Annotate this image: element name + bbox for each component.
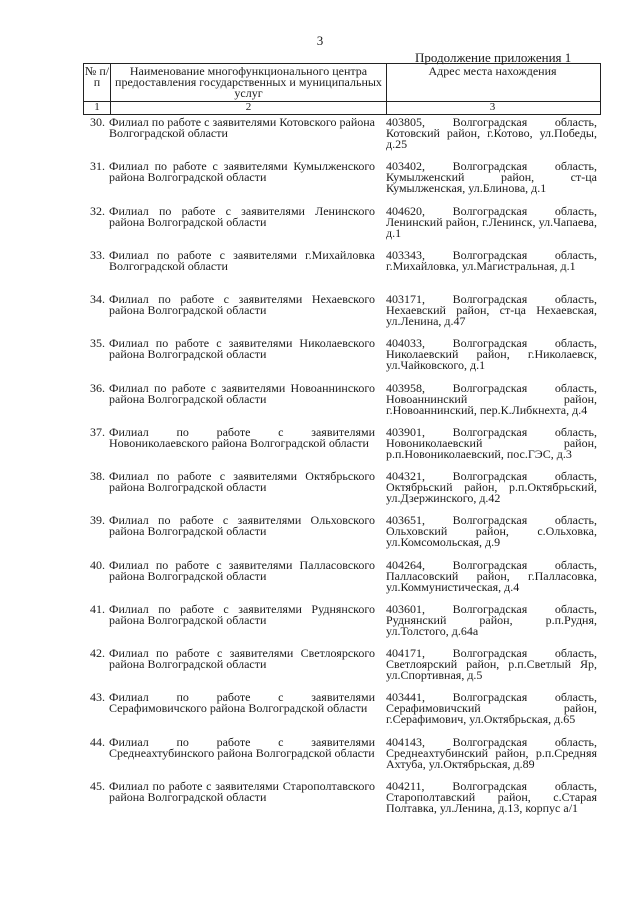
table-row — [83, 380, 599, 427]
row-number: 38. — [90, 469, 105, 483]
row-number: 30. — [90, 115, 105, 129]
row-address: 403402, Волгоградская область, Кумылженский район, ст-ца Кумылженская, ул.Блинова, д.1 — [386, 159, 597, 196]
row-address: 403901, Волгоградская область, Новониколаевский район, р.п.Новониколаевский, пос.ГЭС, д.3 — [386, 424, 597, 461]
row-number: 37. — [90, 424, 105, 439]
table-row — [83, 734, 599, 781]
table-row — [83, 515, 599, 559]
row-address: 403651, Волгоградская область, Ольховский район, с.Ольховка, ул.Комсомольская, д.9 — [386, 513, 597, 550]
row-center-name: Филиал по работе с заявителями Октябрьского района Волгоградской области — [109, 469, 375, 494]
header-row — [84, 64, 600, 102]
row-number: 40. — [90, 557, 105, 572]
table-body — [83, 117, 599, 825]
row-center-name: Филиал по работе с заявителями Кумылженского района Волгоградской области — [109, 159, 375, 185]
row-number: 33. — [90, 247, 105, 262]
table-row — [83, 117, 599, 161]
row-number: 43. — [90, 690, 105, 705]
row-number: 36. — [90, 380, 105, 395]
row-center-name: Филиал по работе с заявителями Котовского района Волгоградской области — [109, 115, 375, 140]
row-number: 34. — [90, 292, 105, 306]
row-number: 45. — [90, 778, 105, 793]
row-center-name: Филиал по работе с заявителями Новоаннинского района Волгоградской области — [109, 380, 375, 406]
table-row — [83, 247, 599, 294]
table-row — [83, 424, 599, 471]
table-row — [83, 692, 599, 736]
row-address: 404620, Волгоградская область, Ленинский район, г.Ленинск, ул.Чапаева, д.1 — [386, 203, 597, 240]
row-center-name: Филиал по работе с заявителями Светлоярского района Волгоградской области — [109, 646, 375, 671]
table-row — [83, 778, 599, 825]
row-address: 404321, Волгоградская область, Октябрьский район, р.п.Октябрьский, ул.Дзержинского, д.42 — [386, 469, 597, 505]
row-address: 403958, Волгоградская область, Новоаннинский район, г.Новоаннинский, пер.К.Либкнехта, д.4 — [386, 380, 597, 417]
row-center-name: Филиал по работе с заявителями Палласовского района Волгоградской области — [109, 557, 375, 583]
table-row — [83, 338, 599, 382]
header-number-row — [84, 102, 600, 115]
row-address: 404264, Волгоградская область, Палласовский район, г.Палласовка, ул.Коммунистическая, д.4 — [386, 557, 597, 594]
header-num-3: 3 — [386, 102, 598, 114]
row-address: 403441, Волгоградская область, Серафимовичский район, г.Серафимович, ул.Октябрьская, д.65 — [386, 690, 597, 727]
continuation-label: Продолжение приложения 1 — [415, 50, 572, 65]
header-col-name: Наименование многофункционального центра предоставления государственных и муниципальных услуг — [110, 64, 386, 101]
row-address: 403601, Волгоградская область, Руднянский район, р.п.Рудня, ул.Толстого, д.64а — [386, 601, 597, 638]
row-center-name: Филиал по работе с заявителями Николаевского района Волгоградской области — [109, 336, 375, 362]
row-address: 403805, Волгоградская область, Котовский район, г.Котово, ул.Победы, д.25 — [386, 115, 597, 151]
table-row — [83, 648, 599, 692]
header-col-address: Адрес места нахождения — [386, 64, 598, 101]
row-number: 32. — [90, 203, 105, 218]
row-address: 404171, Волгоградская область, Светлоярский район, р.п.Светлый Яр, ул.Спортивная, д.5 — [386, 646, 597, 682]
row-center-name: Филиал по работе с заявителями Ленинского района Волгоградской области — [109, 203, 375, 229]
row-center-name: Филиал по работе с заявителями Серафимовичского района Волгоградской области — [109, 690, 375, 716]
header-num-1: 1 — [94, 101, 100, 113]
row-address: 403171, Волгоградская область, Нехаевский район, ст-ца Нехаевская, ул.Ленина, д.47 — [386, 292, 597, 328]
page-number: 3 — [316, 33, 324, 48]
row-address: 404143, Волгоградская область, Среднеахтубинский район, р.п.Средняя Ахтуба, ул.Октябрьская, д.89 — [386, 734, 597, 771]
row-number: 35. — [90, 336, 105, 351]
header-num-2: 2 — [110, 102, 386, 114]
row-center-name: Филиал по работе с заявителями Руднянского района Волгоградской области — [109, 601, 375, 627]
row-center-name: Филиал по работе с заявителями Среднеахтубинского района Волгоградской области — [109, 734, 375, 760]
table-row — [83, 161, 599, 205]
row-address: 404211, Волгоградская область, Старополтавский район, с.Старая Полтавка, ул.Ленина, д.13, корпус а/1 — [386, 778, 597, 815]
row-number: 42. — [90, 646, 105, 660]
row-center-name: Филиал по работе с заявителями Нехаевского района Волгоградской области — [109, 292, 375, 317]
table-row — [83, 471, 599, 515]
row-center-name: Филиал по работе с заявителями Новониколаевского района Волгоградской области — [109, 424, 375, 450]
row-number: 44. — [90, 734, 105, 749]
row-center-name: Филиал по работе с заявителями Ольховского района Волгоградской области — [109, 513, 375, 539]
row-address: 404033, Волгоградская область, Николаевский район, г.Николаевск, ул.Чайковского, д.1 — [386, 336, 597, 373]
row-address: 403343, Волгоградская область, г.Михайловка, ул.Магистральная, д.1 — [386, 247, 597, 273]
header-col-number: № п/п — [84, 64, 110, 89]
table-row — [83, 601, 599, 648]
row-number: 39. — [90, 513, 105, 528]
row-number: 31. — [90, 159, 105, 174]
row-center-name: Филиал по работе с заявителями г.Михайловка Волгоградской области — [109, 247, 375, 273]
row-center-name: Филиал по работе с заявителями Старополтавского района Волгоградской области — [109, 778, 375, 804]
table-row — [83, 557, 599, 604]
table-row — [83, 294, 599, 338]
row-number: 41. — [90, 601, 105, 616]
table-row — [83, 203, 599, 250]
table-header — [83, 63, 601, 115]
